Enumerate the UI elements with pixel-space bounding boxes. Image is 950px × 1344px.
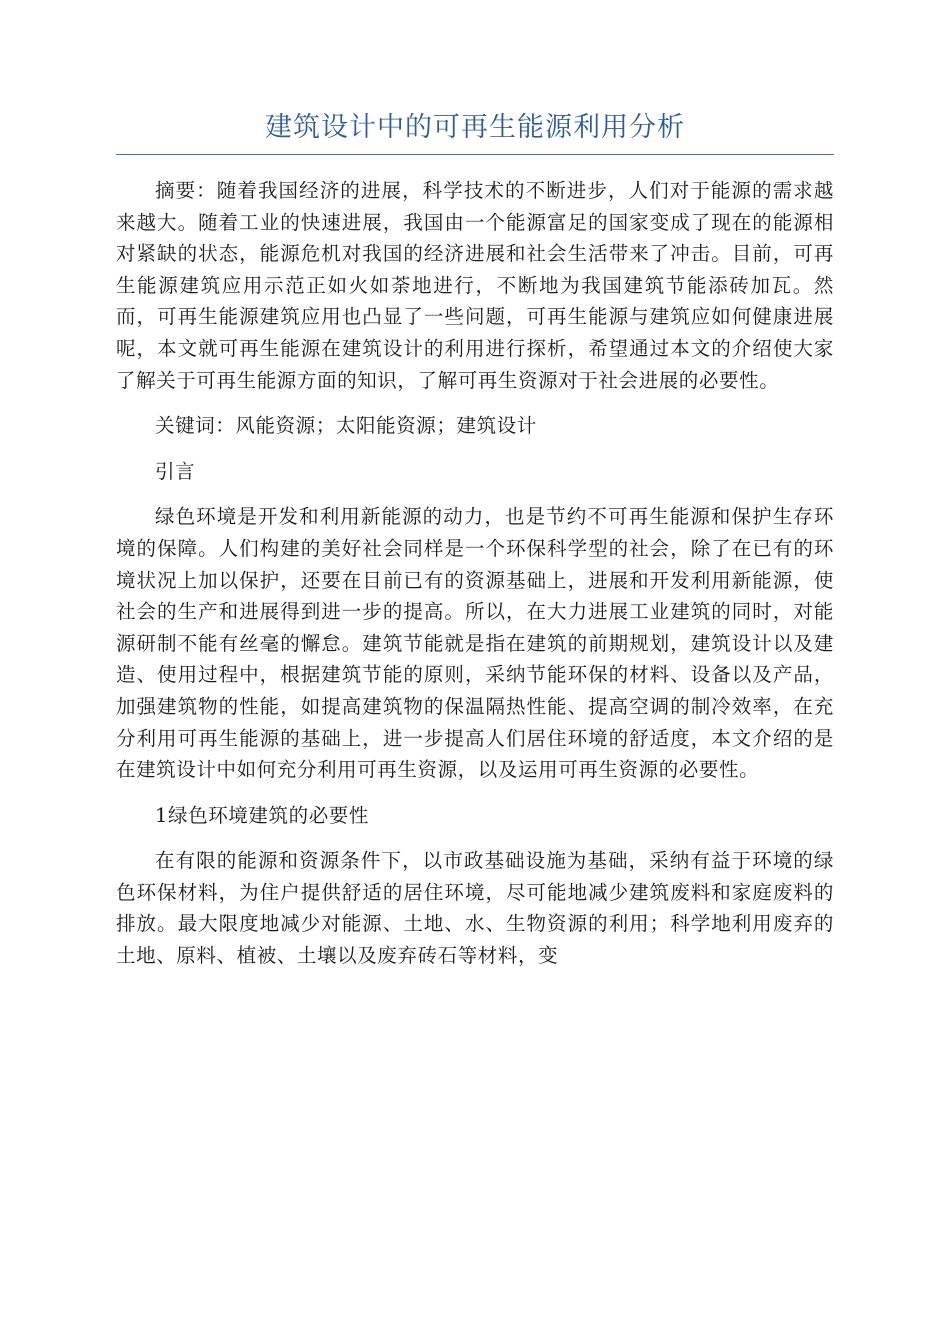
title-underline bbox=[116, 154, 834, 155]
document-page bbox=[116, 108, 834, 986]
intro-heading: 引言 bbox=[155, 459, 196, 483]
abstract-paragraph: 摘要：随着我国经济的进展，科学技术的不断进步，人们对于能源的需求越来越大。随着工业的快速进展，我国由一个能源富足的国家变成了现在的能源相对紧缺的状态，能源危机对我国的经济进展和社会生活带来了冲击。目前，可再生能源建筑应用示范正如火如荼地进行，不断地为我国建筑节能添砖加瓦。然而，可再生能源建筑应用也凸显了一些问题，可再生能源与建筑应如何健康进展呢，本文就可再生能源在建筑设计的利用进行探析，希望通过本文的介绍使大家了解关于可再生能源方面的知识，了解可再生资源对于社会进展的必要性。 bbox=[116, 179, 834, 392]
section-1-heading: 1绿色环境建筑的必要性 bbox=[155, 803, 370, 827]
document-title: 建筑设计中的可再生能源利用分析 bbox=[265, 112, 685, 143]
section-1-paragraph: 在有限的能源和资源条件下，以市政基础设施为基础，采纳有益于环境的绿色环保材料，为住户提供舒适的居住环境，尽可能地减少建筑废料和家庭废料的排放。最大限度地减少对能源、土地、水、生物资源的利用；科学地利用废弃的土地、原料、植被、土壤以及废弃砖石等材料，变 bbox=[116, 849, 834, 968]
intro-paragraph: 绿色环境是开发和利用新能源的动力，也是节约不可再生能源和保护生存环境的保障。人们构建的美好社会同样是一个环保科学型的社会，除了在已有的环境状况上加以保护，还要在目前已有的资源基础上，进展和开发利用新能源，使社会的生产和进展得到进一步的提高。所以，在大力进展工业建筑的同时，对能源研制不能有丝毫的懈怠。建筑节能就是指在建筑的前期规划，建筑设计以及建造、使用过程中，根据建筑节能的原则，采纳节能环保的材料、设备以及产品，加强建筑物的性能，如提高建筑物的保温隔热性能、提高空调的制冷效率，在充分利用可再生能源的基础上，进一步提高人们居住环境的舒适度，本文介绍的是在建筑设计中如何充分利用可再生资源，以及运用可再生资源的必要性。 bbox=[116, 505, 834, 782]
keywords-line: 关键词：风能资源；太阳能资源；建筑设计 bbox=[155, 414, 537, 438]
